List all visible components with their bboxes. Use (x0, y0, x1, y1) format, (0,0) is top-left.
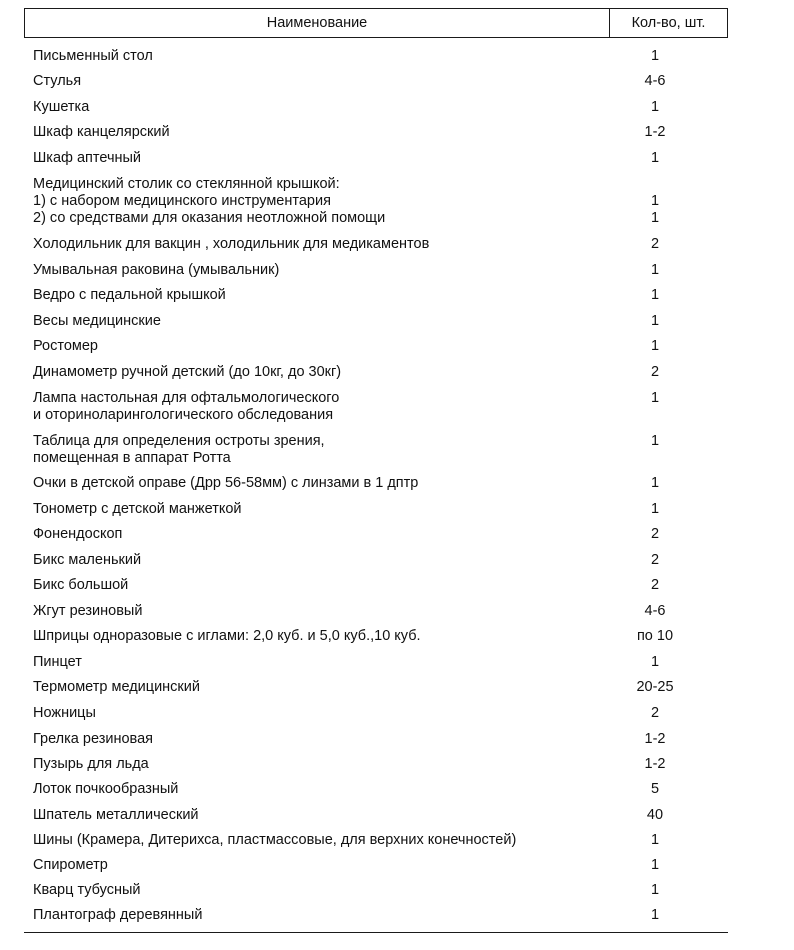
item-quantity (600, 338, 710, 355)
table-bottom-border (24, 932, 728, 933)
item-quantity-line: 1-2 (644, 124, 666, 140)
item-quantity-line: 1 (650, 210, 660, 226)
item-name-line: 2) со средствами для оказания неотложной помощи (33, 210, 386, 226)
item-quantity (600, 150, 710, 167)
table-header (24, 8, 728, 38)
item-quantity-line: по 10 (636, 628, 674, 644)
item-name-line: Спирометр (33, 857, 108, 873)
item-name-line: Кварц тубусный (33, 882, 141, 898)
item-name-line: Жгут резиновый (33, 603, 143, 619)
item-quantity (600, 807, 710, 824)
item-name (33, 832, 603, 849)
item-name-line: Таблица для определения остроты зрения, (33, 433, 325, 449)
item-quantity-line: 1-2 (644, 731, 666, 747)
item-quantity-line: 2 (650, 364, 660, 380)
item-quantity-line: 40 (646, 807, 664, 823)
item-quantity (600, 287, 710, 304)
item-name-line: Ножницы (33, 705, 96, 721)
item-quantity-line: 1 (650, 338, 660, 354)
item-name-line: Бикс большой (33, 577, 129, 593)
item-name-line: Шпатель металлический (33, 807, 199, 823)
item-name (33, 654, 603, 671)
item-quantity-line: 1 (650, 287, 660, 303)
item-quantity (600, 654, 710, 671)
item-quantity (600, 552, 710, 569)
item-quantity (600, 679, 710, 696)
item-name (33, 390, 603, 424)
column-header-quantity: Кол-во, шт. (631, 15, 706, 31)
item-quantity (600, 475, 710, 492)
item-name-line: Медицинский столик со стеклянной крышкой: (33, 176, 340, 192)
item-name-line: Кушетка (33, 99, 90, 115)
item-name (33, 176, 603, 227)
item-quantity-line: 1 (650, 475, 660, 491)
item-name (33, 705, 603, 722)
item-quantity-line: 2 (650, 552, 660, 568)
item-name (33, 313, 603, 330)
item-name (33, 475, 603, 492)
item-name-line: и оториноларингологического обследования (33, 407, 334, 423)
item-quantity-line: 1 (650, 654, 660, 670)
item-name-line: помещенная в аппарат Ротта (33, 450, 231, 466)
item-name (33, 628, 603, 645)
item-name-line: 1) с набором медицинского инструментария (33, 193, 331, 209)
item-quantity (600, 603, 710, 620)
item-quantity (600, 364, 710, 381)
item-quantity-line: 1 (650, 501, 660, 517)
item-name (33, 501, 603, 518)
item-quantity-line: 1 (650, 882, 660, 898)
item-name (33, 552, 603, 569)
item-name-line: Пузырь для льда (33, 756, 149, 772)
item-name-line: Весы медицинские (33, 313, 161, 329)
item-quantity-line: 2 (650, 526, 660, 542)
item-name-line: Шприцы одноразовые с иглами: 2,0 куб. и 5,0 куб.,10 куб. (33, 628, 421, 644)
item-quantity (600, 731, 710, 748)
item-quantity (600, 857, 710, 874)
item-name-line: Фонендоскоп (33, 526, 123, 542)
item-quantity-line: 20-25 (636, 679, 674, 695)
item-name-line: Стулья (33, 73, 82, 89)
item-quantity-line: 2 (650, 705, 660, 721)
item-name-line: Шкаф канцелярский (33, 124, 170, 140)
item-quantity (600, 99, 710, 116)
item-name-line: Умывальная раковина (умывальник) (33, 262, 280, 278)
item-name (33, 731, 603, 748)
item-name (33, 857, 603, 874)
item-name-line: Лампа настольная для офтальмологического (33, 390, 340, 406)
item-quantity (600, 526, 710, 543)
item-quantity (600, 176, 710, 227)
item-name (33, 907, 603, 924)
item-quantity (600, 390, 710, 407)
item-name (33, 603, 603, 620)
item-quantity-line: 1 (650, 433, 660, 449)
item-quantity (600, 907, 710, 924)
item-name-line: Холодильник для вакцин , холодильник для медикаментов (33, 236, 430, 252)
item-name-line: Динамометр ручной детский (до 10кг, до 30кг) (33, 364, 342, 380)
item-quantity-line: 1 (650, 832, 660, 848)
item-name-line: Бикс маленький (33, 552, 142, 568)
item-name (33, 124, 603, 141)
item-quantity-line: 1 (650, 150, 660, 166)
item-quantity (600, 73, 710, 90)
item-quantity (600, 882, 710, 899)
item-name (33, 526, 603, 543)
item-quantity (600, 124, 710, 141)
item-name-line: Плантограф деревянный (33, 907, 203, 923)
item-name-line: Очки в детской оправе (Дрр 56-58мм) с линзами в 1 дптр (33, 475, 419, 491)
item-name-line: Шкаф аптечный (33, 150, 142, 166)
item-name (33, 48, 603, 65)
item-name (33, 150, 603, 167)
item-quantity-line: 1 (650, 313, 660, 329)
item-name (33, 364, 603, 381)
item-name (33, 807, 603, 824)
item-name-line: Грелка резиновая (33, 731, 153, 747)
column-header-name: Наименование (25, 9, 610, 37)
item-quantity-line: 1 (650, 48, 660, 64)
item-name (33, 287, 603, 304)
item-quantity (600, 313, 710, 330)
item-name (33, 73, 603, 90)
item-quantity-line: 1 (650, 907, 660, 923)
item-name (33, 882, 603, 899)
item-name (33, 99, 603, 116)
item-name (33, 338, 603, 355)
item-name (33, 781, 603, 798)
item-quantity (600, 501, 710, 518)
item-name (33, 262, 603, 279)
item-name-line: Шины (Крамера, Дитерихса, пластмассовые, для верхних конечностей) (33, 832, 517, 848)
item-quantity-line: 1 (650, 857, 660, 873)
item-quantity-line: 4-6 (644, 73, 666, 89)
item-name (33, 433, 603, 467)
item-name-line: Лоток почкообразный (33, 781, 179, 797)
item-quantity (600, 832, 710, 849)
item-quantity (600, 236, 710, 253)
item-name-line: Тонометр с детской манжеткой (33, 501, 242, 517)
item-quantity (600, 781, 710, 798)
item-quantity-line: 2 (650, 577, 660, 593)
item-quantity-line: 1-2 (644, 756, 666, 772)
item-quantity-line: 1 (650, 390, 660, 406)
item-quantity-line: 1 (650, 193, 660, 209)
item-quantity-line: 2 (650, 236, 660, 252)
item-quantity-line: 1 (650, 99, 660, 115)
item-quantity-line: 1 (650, 262, 660, 278)
item-quantity-line (600, 176, 710, 193)
item-name-line: Письменный стол (33, 48, 153, 64)
item-quantity-line: 4-6 (644, 603, 666, 619)
item-quantity (600, 756, 710, 773)
item-name (33, 679, 603, 696)
item-quantity (600, 433, 710, 450)
item-name-line: Термометр медицинский (33, 679, 200, 695)
item-name-line: Ведро с педальной крышкой (33, 287, 226, 303)
item-name (33, 236, 603, 253)
item-name-line: Ростомер (33, 338, 98, 354)
item-quantity (600, 705, 710, 722)
item-name (33, 577, 603, 594)
item-quantity (600, 628, 710, 645)
item-name-line: Пинцет (33, 654, 82, 670)
item-quantity (600, 262, 710, 279)
item-quantity (600, 577, 710, 594)
item-quantity (600, 48, 710, 65)
item-name (33, 756, 603, 773)
item-quantity-line: 5 (650, 781, 660, 797)
